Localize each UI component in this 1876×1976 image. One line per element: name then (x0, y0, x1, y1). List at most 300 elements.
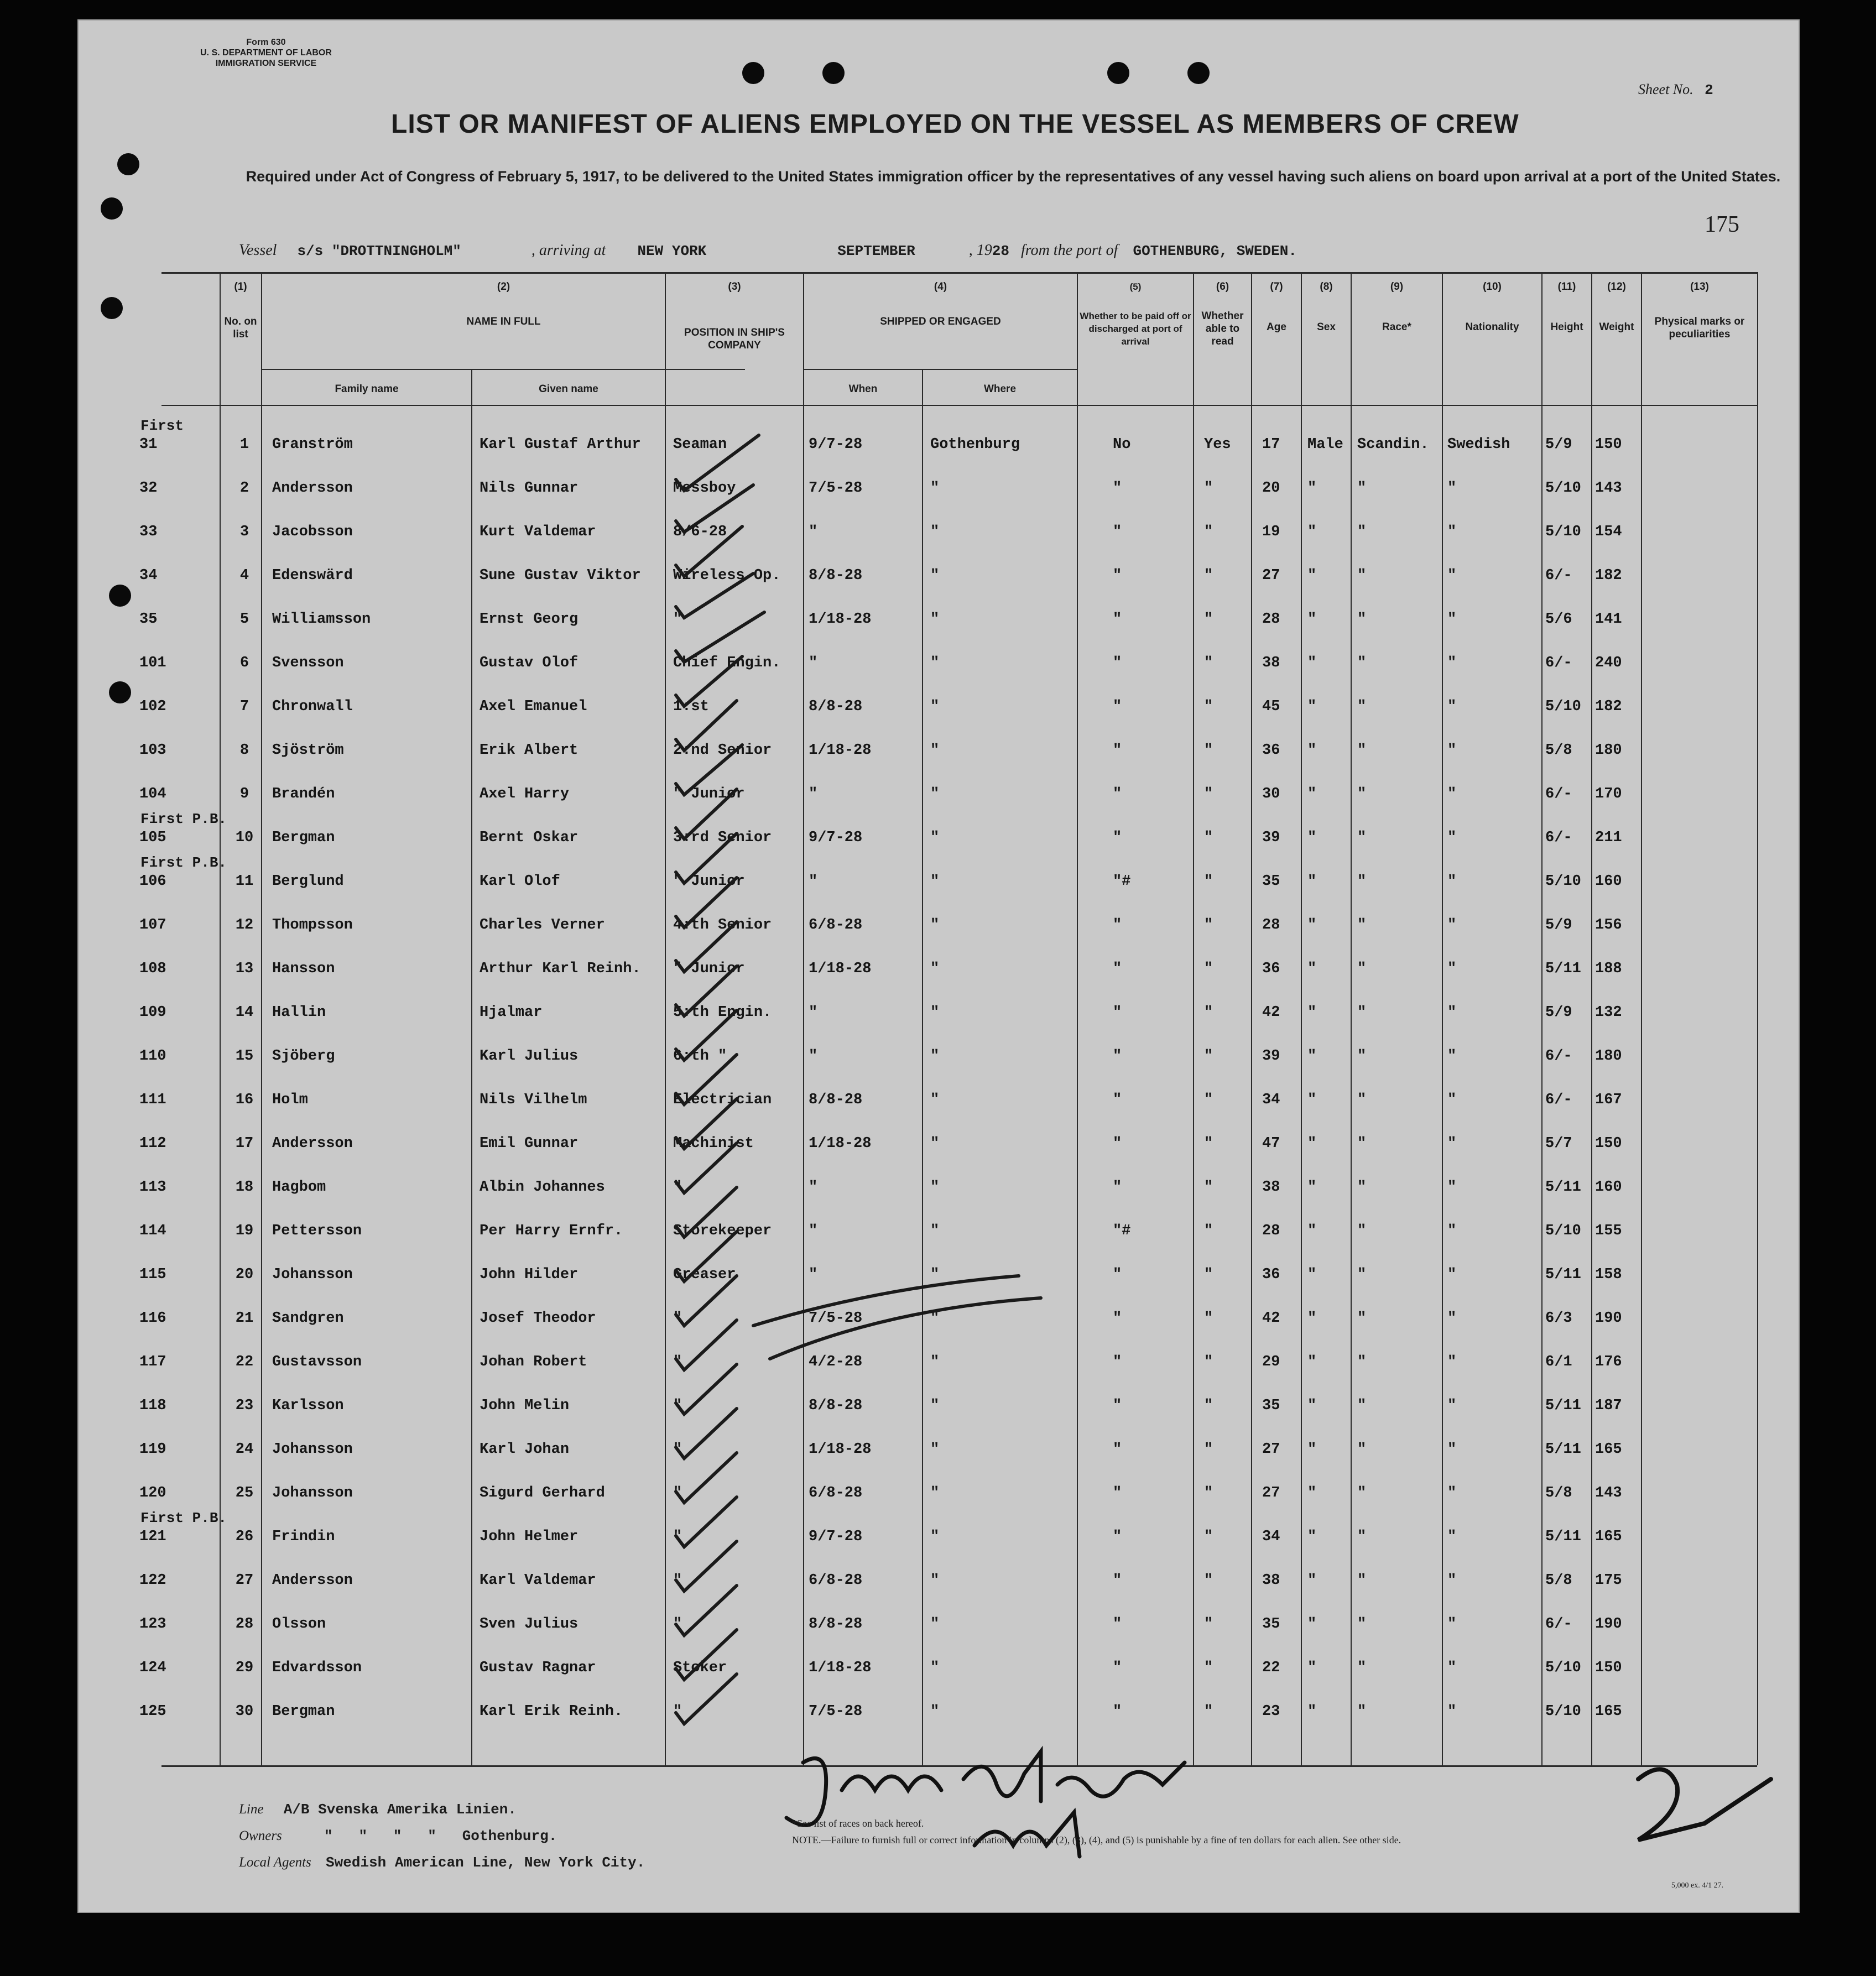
col-number: (5) (1129, 281, 1142, 292)
list-number-cell: 111 (139, 1092, 166, 1108)
list-number-cell: 33 (139, 524, 158, 540)
col-label: Height (1550, 321, 1583, 333)
page-title: LIST OR MANIFEST OF ALIENS EMPLOYED ON THE VESSEL AS MEMBERS OF CREW (391, 110, 1519, 139)
line-label: Line (239, 1802, 264, 1817)
able-to-read-cell: " (1204, 917, 1213, 934)
row-number-cell: 25 (235, 1485, 254, 1501)
sex-cell: " (1307, 1703, 1317, 1720)
race-cell: " (1357, 480, 1367, 497)
family-name-cell: Sjöström (272, 742, 344, 759)
height-cell: 6/- (1545, 830, 1572, 846)
given-name-cell: Arthur Karl Reinh. (480, 961, 641, 977)
paid-off-cell: " (1113, 611, 1122, 628)
failure-note: NOTE.—Failure to furnish full or correct information in columns (2), (3), (4), and (5) is punishable by a fine of ten dollars for each alien. See other side. (792, 1834, 1401, 1845)
row-number-cell: 28 (235, 1616, 254, 1633)
shipped-where-cell: " (930, 1616, 940, 1633)
binder-hole (1107, 62, 1129, 84)
col-label: No. on list (224, 316, 257, 340)
port-label: from the port of (1020, 242, 1118, 259)
height-cell: 6/- (1545, 1092, 1572, 1108)
col-label: SHIPPED OR ENGAGED (880, 316, 1001, 327)
given-name-cell: Albin Johannes (480, 1179, 605, 1196)
height-cell: 5/9 (1545, 1004, 1572, 1021)
shipped-when-cell: " (809, 1004, 818, 1021)
height-cell: 5/11 (1545, 1179, 1581, 1196)
shipped-where-cell: " (930, 1223, 940, 1239)
family-name-cell: Sandgren (272, 1310, 344, 1327)
check-mark (676, 573, 753, 618)
paid-off-cell: " (1113, 655, 1122, 671)
row-number-cell: 4 (239, 567, 249, 584)
list-number-cell: 115 (139, 1266, 166, 1283)
vessel-label: Vessel (239, 242, 277, 259)
weight-cell: 165 (1595, 1529, 1622, 1545)
shipped-when-cell: 8/8-28 (809, 1092, 863, 1108)
signature-image (764, 1729, 1240, 1868)
shipped-when-cell: 4/2-28 (809, 1354, 863, 1370)
sex-cell: " (1307, 1310, 1317, 1327)
paid-off-cell: " (1113, 1092, 1122, 1108)
sex-cell: " (1307, 1354, 1317, 1370)
nationality-cell: " (1447, 1354, 1457, 1370)
given-name-cell: Josef Theodor (480, 1310, 596, 1327)
row-number-cell: 11 (235, 873, 254, 890)
list-number-cell: 110 (139, 1048, 166, 1065)
height-cell: 5/7 (1545, 1135, 1572, 1152)
family-name-cell: Thompsson (272, 917, 353, 934)
family-name-cell: Gustavsson (272, 1354, 362, 1370)
nationality-cell: " (1447, 567, 1457, 584)
given-name-cell: Axel Harry (480, 786, 570, 802)
able-to-read-cell: " (1204, 873, 1213, 890)
handwritten-mark-icon (1616, 1757, 1782, 1857)
shipped-where-cell: " (930, 1004, 940, 1021)
row-number-cell: 5 (239, 611, 249, 628)
race-cell: " (1357, 1441, 1367, 1458)
position-cell: 1:st (673, 698, 709, 715)
list-number-cell: 106 (139, 873, 166, 890)
weight-cell: 150 (1595, 1135, 1622, 1152)
age-cell: 34 (1262, 1092, 1280, 1108)
given-name-cell: Karl Julius (480, 1048, 579, 1065)
age-cell: 35 (1262, 1616, 1280, 1633)
given-name-cell: Erik Albert (480, 742, 579, 759)
shipped-when-cell: 7/5-28 (809, 1703, 863, 1720)
paid-off-cell: " (1113, 1485, 1122, 1501)
shipped-where-cell: " (930, 742, 940, 759)
list-number-cell: 31 (139, 436, 158, 453)
shipped-where-cell: " (930, 1703, 940, 1720)
height-cell: 5/10 (1545, 1660, 1581, 1676)
list-number-cell: 103 (139, 742, 166, 759)
race-cell: " (1357, 1135, 1367, 1152)
weight-cell: 170 (1595, 786, 1622, 802)
paid-off-cell: " (1113, 1266, 1122, 1283)
given-name-cell: John Melin (480, 1398, 570, 1414)
paid-off-cell: " (1113, 1048, 1122, 1065)
age-cell: 34 (1262, 1529, 1280, 1545)
age-cell: 35 (1262, 873, 1280, 890)
shipped-when-cell: " (809, 524, 818, 540)
age-cell: 42 (1262, 1310, 1280, 1327)
row-number-cell: 22 (235, 1354, 254, 1370)
check-mark (676, 1586, 737, 1635)
age-cell: 35 (1262, 1398, 1280, 1414)
list-number-cell: 105 (139, 830, 166, 846)
check-mark (676, 1364, 737, 1414)
height-cell: 5/8 (1545, 1485, 1572, 1501)
row-number-cell: 26 (235, 1529, 254, 1545)
height-cell: 5/11 (1545, 961, 1581, 977)
height-cell: 5/10 (1545, 873, 1581, 890)
col-label: Nationality (1465, 321, 1519, 333)
col-3-header (666, 280, 803, 352)
able-to-read-cell: " (1204, 1572, 1213, 1589)
given-name-cell: Bernt Oskar (480, 830, 579, 846)
given-name-header: Given name (539, 383, 598, 395)
weight-cell: 143 (1595, 1485, 1622, 1501)
height-cell: 6/- (1545, 786, 1572, 802)
family-name-cell: Hansson (272, 961, 335, 977)
weight-cell: 156 (1595, 917, 1622, 934)
paid-off-cell: "# (1113, 873, 1131, 890)
list-number-cell: 35 (139, 611, 158, 628)
shipped-when-cell: " (809, 1266, 818, 1283)
given-name-cell: Kurt Valdemar (480, 524, 596, 540)
position-cell: " Junior (673, 786, 745, 802)
sheet-number-block (1638, 81, 1713, 98)
nationality-cell: " (1447, 524, 1457, 540)
sex-cell: " (1307, 567, 1317, 584)
sex-cell: " (1307, 698, 1317, 715)
position-cell: Chief Engin. (673, 655, 781, 671)
shipped-where-cell: " (930, 1266, 940, 1283)
able-to-read-cell: " (1204, 1660, 1213, 1676)
page-number: 175 (1705, 212, 1739, 237)
arriving-label: , arriving at (531, 242, 606, 259)
shipped-when-cell: " (809, 873, 818, 890)
given-name-cell: John Hilder (480, 1266, 579, 1283)
shipped-subheader-rule (803, 369, 1077, 370)
col-number: (6) (1216, 281, 1229, 293)
weight-cell: 158 (1595, 1266, 1622, 1283)
able-to-read-cell: " (1204, 655, 1213, 671)
shipped-where-cell: " (930, 786, 940, 802)
shipped-when-cell: 9/7-28 (809, 1529, 863, 1545)
check-mark (676, 922, 737, 972)
height-cell: 6/- (1545, 1616, 1572, 1633)
able-to-read-cell: " (1204, 698, 1213, 715)
position-cell: 5:th Engin. (673, 1004, 772, 1021)
arrival-month: SEPTEMBER (837, 243, 915, 259)
shipped-when-cell: 6/8-28 (809, 1485, 863, 1501)
list-number-cell: 113 (139, 1179, 166, 1196)
given-name-cell: Karl Gustaf Arthur (480, 436, 641, 453)
check-mark (676, 612, 764, 662)
family-name-cell: Hagbom (272, 1179, 326, 1196)
family-name-cell: Williamsson (272, 611, 371, 628)
check-mark (676, 745, 742, 795)
sex-cell: " (1307, 1223, 1317, 1239)
check-mark (676, 833, 737, 883)
age-cell: 23 (1262, 1703, 1280, 1720)
shipped-where-cell: " (930, 1048, 940, 1065)
line-value: A/B Svenska Amerika Linien. (283, 1801, 517, 1818)
col-4-header (804, 280, 1077, 328)
nationality-cell: " (1447, 1616, 1457, 1633)
weight-cell: 150 (1595, 1660, 1622, 1676)
check-mark (676, 656, 742, 706)
given-name-cell: Per Harry Ernfr. (480, 1223, 623, 1239)
paid-off-cell: " (1113, 524, 1122, 540)
col-number: (8) (1320, 281, 1333, 293)
race-cell: " (1357, 1179, 1367, 1196)
able-to-read-cell: " (1204, 567, 1213, 584)
row-number-cell: 9 (239, 786, 249, 802)
vessel-line (239, 242, 1297, 259)
paid-off-cell: " (1113, 567, 1122, 584)
family-name-cell: Holm (272, 1092, 308, 1108)
given-name-cell: Karl Johan (480, 1441, 570, 1458)
check-mark (770, 1298, 1041, 1359)
height-cell: 5/11 (1545, 1529, 1581, 1545)
shipped-where-cell: " (930, 567, 940, 584)
height-cell: 5/9 (1545, 436, 1572, 453)
check-mark (676, 1010, 737, 1060)
department-name: U. S. DEPARTMENT OF LABOR (200, 48, 332, 58)
weight-cell: 182 (1595, 698, 1622, 715)
nationality-cell: " (1447, 1660, 1457, 1676)
list-number-cell: 124 (139, 1660, 166, 1676)
position-cell: " (673, 1310, 682, 1327)
sex-cell: " (1307, 1266, 1317, 1283)
position-cell: Seaman (673, 436, 727, 453)
height-cell: 5/8 (1545, 1572, 1572, 1589)
family-name-cell: Johansson (272, 1266, 353, 1283)
shipped-when-cell: 1/18-28 (809, 1135, 872, 1152)
sex-cell: " (1307, 961, 1317, 977)
first-class-note: First (140, 418, 184, 434)
col-11-header (1543, 280, 1591, 333)
able-to-read-cell: " (1204, 1398, 1213, 1414)
sex-cell: " (1307, 1048, 1317, 1065)
family-name-cell: Brandén (272, 786, 335, 802)
race-cell: " (1357, 567, 1367, 584)
weight-cell: 190 (1595, 1616, 1622, 1633)
shipped-when-cell: 1/18-28 (809, 742, 872, 759)
nationality-cell: " (1447, 1135, 1457, 1152)
check-mark (676, 1055, 737, 1104)
weight-cell: 240 (1595, 655, 1622, 671)
family-name-cell: Bergman (272, 1703, 335, 1720)
nationality-cell: " (1447, 917, 1457, 934)
race-cell: " (1357, 961, 1367, 977)
race-cell: " (1357, 1092, 1367, 1108)
check-mark (676, 1674, 737, 1724)
able-to-read-cell: " (1204, 786, 1213, 802)
nationality-cell: " (1447, 786, 1457, 802)
nationality-cell: " (1447, 1004, 1457, 1021)
height-cell: 6/- (1545, 567, 1572, 584)
able-to-read-cell: " (1204, 1048, 1213, 1065)
family-name-cell: Andersson (272, 480, 353, 497)
age-cell: 38 (1262, 655, 1280, 671)
shipped-where-cell: " (930, 1660, 940, 1676)
family-name-cell: Granström (272, 436, 353, 453)
shipped-when-cell: 9/7-28 (809, 830, 863, 846)
manifest-sheet (77, 19, 1800, 1913)
check-mark (676, 1497, 737, 1547)
height-cell: 6/3 (1545, 1310, 1572, 1327)
paid-off-cell: " (1113, 786, 1122, 802)
header-bottom-rule (161, 405, 1757, 406)
paid-off-cell: " (1113, 698, 1122, 715)
sheet-label: Sheet No. (1638, 81, 1693, 97)
sex-cell: " (1307, 742, 1317, 759)
family-name-cell: Johansson (272, 1441, 353, 1458)
binder-hole (101, 297, 123, 319)
age-cell: 39 (1262, 830, 1280, 846)
sex-cell: Male (1307, 436, 1343, 453)
shipped-when-cell: 6/8-28 (809, 917, 863, 934)
nationality-cell: " (1447, 1485, 1457, 1501)
given-name-cell: Gustav Ragnar (480, 1660, 596, 1676)
col-number: (7) (1270, 281, 1283, 293)
able-to-read-cell: " (1204, 1004, 1213, 1021)
shipped-when-cell: 1/18-28 (809, 1660, 872, 1676)
given-name-cell: Emil Gunnar (480, 1135, 579, 1152)
height-cell: 6/1 (1545, 1354, 1572, 1370)
first-class-note: First P.B. (140, 811, 227, 827)
age-cell: 27 (1262, 1441, 1280, 1458)
footer-owners (239, 1828, 557, 1844)
age-cell: 39 (1262, 1048, 1280, 1065)
sex-cell: " (1307, 524, 1317, 540)
sex-cell: " (1307, 1398, 1317, 1414)
vessel-name: s/s "DROTTNINGHOLM" (297, 243, 461, 259)
position-cell: " (673, 1398, 682, 1414)
age-cell: 17 (1262, 436, 1280, 453)
given-name-cell: Ernst Georg (480, 611, 579, 628)
shipped-where-cell: " (930, 1179, 940, 1196)
age-cell: 28 (1262, 1223, 1280, 1239)
check-mark (676, 1276, 737, 1326)
list-number-cell: 118 (139, 1398, 166, 1414)
given-name-cell: Karl Olof (480, 873, 560, 890)
nationality-cell: " (1447, 1529, 1457, 1545)
row-number-cell: 6 (239, 655, 249, 671)
given-name-cell: Nils Vilhelm (480, 1092, 587, 1108)
col-number: (12) (1607, 281, 1626, 293)
able-to-read-cell: " (1204, 1266, 1213, 1283)
binder-hole (117, 153, 139, 175)
sex-cell: " (1307, 873, 1317, 890)
nationality-cell: " (1447, 698, 1457, 715)
sex-cell: " (1307, 917, 1317, 934)
nationality-cell: " (1447, 1310, 1457, 1327)
col-number: (10) (1483, 281, 1502, 293)
row-number-cell: 15 (235, 1048, 254, 1065)
age-cell: 47 (1262, 1135, 1280, 1152)
age-cell: 29 (1262, 1354, 1280, 1370)
given-name-cell: Gustav Olof (480, 655, 579, 671)
nationality-cell: " (1447, 1703, 1457, 1720)
weight-cell: 165 (1595, 1703, 1622, 1720)
position-cell: 3:rd Senior (673, 830, 772, 846)
able-to-read-cell: " (1204, 742, 1213, 759)
col-label: Age (1267, 321, 1286, 333)
col-number: (3) (728, 281, 741, 293)
family-name-cell: Andersson (272, 1135, 353, 1152)
sex-cell: " (1307, 480, 1317, 497)
shipped-when-cell: 8/8-28 (809, 1616, 863, 1633)
age-cell: 28 (1262, 611, 1280, 628)
list-number-cell: 104 (139, 786, 166, 802)
able-to-read-cell: " (1204, 961, 1213, 977)
race-cell: " (1357, 1485, 1367, 1501)
family-name-header: Family name (335, 383, 399, 395)
family-name-cell: Edvardsson (272, 1660, 362, 1676)
able-to-read-cell: " (1204, 480, 1213, 497)
check-mark (676, 1453, 737, 1503)
list-number-cell: 102 (139, 698, 166, 715)
list-number-cell: 116 (139, 1310, 166, 1327)
check-mark (676, 878, 737, 927)
agents-value: Swedish American Line, New York City. (326, 1854, 645, 1871)
shipped-when-cell: 1/18-28 (809, 961, 872, 977)
row-number-cell: 16 (235, 1092, 254, 1108)
nationality-cell: " (1447, 742, 1457, 759)
height-cell: 5/10 (1545, 698, 1581, 715)
family-name-cell: Frindin (272, 1529, 335, 1545)
paid-off-cell: No (1113, 436, 1131, 453)
family-name-cell: Olsson (272, 1616, 326, 1633)
height-cell: 5/10 (1545, 1223, 1581, 1239)
nationality-cell: " (1447, 1223, 1457, 1239)
row-number-cell: 17 (235, 1135, 254, 1152)
race-cell: " (1357, 1004, 1367, 1021)
col-label: Race* (1382, 321, 1411, 333)
name-subheader-rule (261, 369, 745, 370)
check-mark (676, 1630, 737, 1680)
able-to-read-cell: " (1204, 1529, 1213, 1545)
col-7-header (1252, 280, 1301, 333)
year-prefix: , 19 (968, 242, 992, 259)
weight-cell: 176 (1595, 1354, 1622, 1370)
age-cell: 20 (1262, 480, 1280, 497)
list-number-cell: 122 (139, 1572, 166, 1589)
col-number: (2) (497, 281, 510, 293)
row-number-cell: 30 (235, 1703, 254, 1720)
shipped-when-cell: 1/18-28 (809, 611, 872, 628)
weight-cell: 165 (1595, 1441, 1622, 1458)
race-cell: " (1357, 1223, 1367, 1239)
height-cell: 5/10 (1545, 524, 1581, 540)
race-cell: " (1357, 1310, 1367, 1327)
check-mark (676, 701, 737, 750)
form-number: Form 630 (246, 38, 286, 47)
age-cell: 30 (1262, 786, 1280, 802)
list-number-cell: 112 (139, 1135, 166, 1152)
shipped-when-cell: " (809, 655, 818, 671)
weight-cell: 155 (1595, 1223, 1622, 1239)
paid-off-cell: " (1113, 1572, 1122, 1589)
nationality-cell: " (1447, 480, 1457, 497)
age-cell: 36 (1262, 1266, 1280, 1283)
sex-cell: " (1307, 786, 1317, 802)
nationality-cell: " (1447, 1179, 1457, 1196)
shipped-when-cell: 1/18-28 (809, 1441, 872, 1458)
